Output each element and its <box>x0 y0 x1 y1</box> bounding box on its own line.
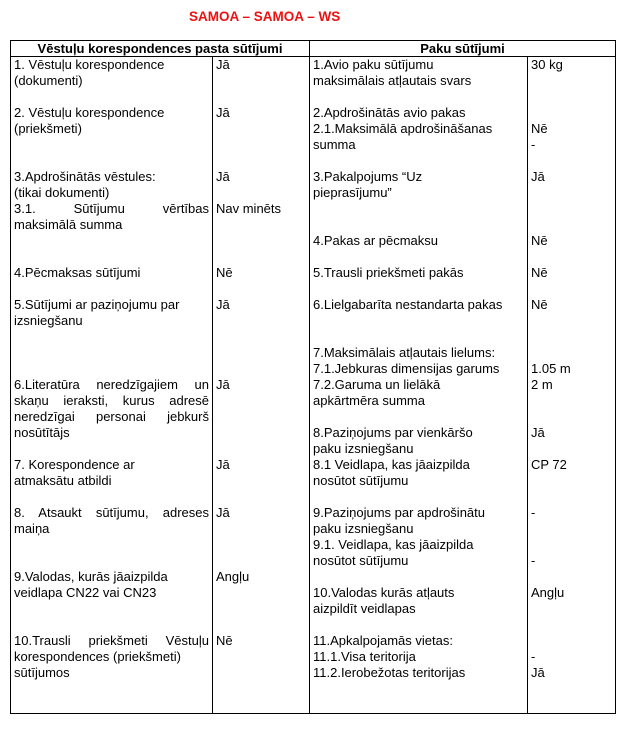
cell-line: Nē <box>216 265 233 280</box>
letter-item-cell <box>11 457 213 505</box>
cell-line <box>531 633 612 649</box>
letter-value-cell <box>213 153 310 265</box>
cell-line: Jā <box>216 457 230 472</box>
cell-line <box>14 441 209 457</box>
cell-line: 5.Sūtījumi ar paziņojumu par <box>14 297 180 312</box>
letter-item-cell <box>11 265 213 297</box>
cell-line: 30 kg <box>531 57 563 72</box>
cell-line: apkārtmēra summa <box>313 393 425 408</box>
parcel-item-cell <box>310 569 528 633</box>
cell-line: 11.1.Visa teritorija <box>313 649 416 664</box>
cell-line: 2. Vēstuļu korespondence <box>14 105 165 120</box>
cell-line <box>216 313 306 329</box>
cell-line: - <box>531 137 536 152</box>
cell-line <box>531 569 612 585</box>
cell-line: 7.2.Garuma un lielākā <box>313 377 441 392</box>
cell-line <box>531 249 612 265</box>
parcel-value-cell <box>528 57 616 90</box>
cell-line: nosūtot sūtījumu <box>313 553 409 568</box>
table-row <box>11 345 616 457</box>
cell-line: (tikai dokumenti) <box>14 185 110 200</box>
letter-item-cell <box>11 633 213 714</box>
cell-line <box>313 249 524 265</box>
cell-line <box>531 617 612 633</box>
cell-line <box>216 489 306 505</box>
letter-post-header: Vēstuļu korespondences pasta sūtījumi <box>11 41 310 57</box>
cell-line <box>216 153 306 169</box>
parcel-value-cell <box>528 569 616 633</box>
cell-line: Jā <box>216 377 230 392</box>
parcel-item-cell <box>310 633 528 714</box>
cell-line: aizpildīt veidlapas <box>313 601 416 616</box>
cell-line: Jā <box>216 505 230 520</box>
letter-value-cell <box>213 505 310 569</box>
cell-line <box>216 601 306 617</box>
cell-line <box>313 681 524 697</box>
letter-value-cell <box>213 633 310 714</box>
cell-line <box>531 409 612 425</box>
cell-line: (priekšmeti) <box>14 121 82 136</box>
cell-line <box>216 89 306 105</box>
letter-item-cell <box>11 297 213 345</box>
parcel-value-cell <box>528 265 616 297</box>
cell-line <box>216 441 306 457</box>
cell-line: neredzīgai personai jebkurš <box>14 409 209 424</box>
cell-line <box>313 153 524 169</box>
cell-line <box>216 409 306 425</box>
cell-line <box>313 489 524 505</box>
cell-line <box>313 409 524 425</box>
parcel-value-cell <box>528 153 616 265</box>
cell-line: - <box>531 649 536 664</box>
table-row <box>11 57 616 90</box>
parcel-item-cell <box>310 297 528 345</box>
cell-line: Nē <box>531 297 548 312</box>
cell-line: 9.Paziņojums par apdrošinātu <box>313 505 485 520</box>
parcel-value-cell <box>528 457 616 505</box>
cell-line: 3.1. Sūtījumu vērtības <box>14 201 209 216</box>
table-header-row <box>11 41 616 57</box>
cell-line: 3.Apdrošinātās vēstules: <box>14 169 156 184</box>
cell-line: pieprasījumu” <box>313 185 392 200</box>
cell-line: 9.Valodas, kurās jāaizpilda <box>14 569 168 584</box>
parcel-item-cell <box>310 505 528 569</box>
cell-line <box>14 345 209 361</box>
cell-line <box>14 697 209 713</box>
cell-line: maksimālā summa <box>14 217 123 232</box>
cell-line: nosūtītājs <box>14 425 70 440</box>
table-row <box>11 265 616 297</box>
table-row <box>11 457 616 505</box>
cell-line: paku izsniegšanu <box>313 441 414 456</box>
cell-line <box>531 153 612 169</box>
cell-line: atmaksātu atbildi <box>14 473 112 488</box>
cell-line <box>531 489 612 505</box>
cell-line <box>14 89 209 105</box>
cell-line: (dokumenti) <box>14 73 83 88</box>
cell-line <box>313 329 524 345</box>
parcel-item-cell <box>310 265 528 297</box>
cell-line <box>216 697 306 713</box>
cell-line <box>313 201 524 217</box>
cell-line <box>531 681 612 697</box>
letter-item-cell <box>11 153 213 265</box>
letter-item-cell <box>11 89 213 153</box>
cell-line <box>14 489 209 505</box>
cell-line <box>313 313 524 329</box>
cell-line <box>216 361 306 377</box>
cell-line <box>216 585 306 601</box>
cell-line <box>216 329 306 345</box>
cell-line <box>216 521 306 537</box>
cell-line <box>216 185 306 201</box>
cell-line <box>216 649 306 665</box>
cell-line: sūtījumos <box>14 665 70 680</box>
cell-line: summa <box>313 137 356 152</box>
cell-line <box>14 553 209 569</box>
cell-line: 8.1 Veidlapa, kas jāaizpilda <box>313 457 470 472</box>
cell-line <box>14 681 209 697</box>
cell-line: Jā <box>216 57 230 72</box>
services-table <box>10 40 616 714</box>
cell-line <box>216 233 306 249</box>
cell-line <box>216 217 306 233</box>
cell-line: CP 72 <box>531 457 567 472</box>
cell-line <box>531 329 612 345</box>
cell-line: korespondences (priekšmeti) <box>14 649 181 664</box>
parcel-value-cell <box>528 89 616 153</box>
cell-line <box>531 537 612 553</box>
cell-line: 4.Pēcmaksas sūtījumi <box>14 265 141 280</box>
cell-line <box>531 185 612 201</box>
cell-line <box>531 217 612 233</box>
table-row <box>11 505 616 569</box>
cell-line: 6.Lielgabarīta nestandarta pakas <box>313 297 503 312</box>
cell-line: Jā <box>216 169 230 184</box>
cell-line: 8.Paziņojums par vienkāršo <box>313 425 473 440</box>
table-row <box>11 569 616 633</box>
cell-line <box>216 665 306 681</box>
cell-line: Angļu <box>531 585 565 600</box>
cell-line: 7. Korespondence ar <box>14 457 135 472</box>
parcel-header: Paku sūtījumi <box>310 41 616 57</box>
cell-line: Jā <box>531 169 545 184</box>
cell-line: Nē <box>531 233 548 248</box>
parcel-item-cell <box>310 345 528 457</box>
cell-line <box>216 345 306 361</box>
cell-line: - <box>531 505 536 520</box>
cell-line <box>14 617 209 633</box>
cell-line: 11.2.Ierobežotas teritorijas <box>313 665 466 680</box>
cell-line <box>313 697 524 713</box>
cell-line <box>14 361 209 377</box>
parcel-item-cell <box>310 457 528 505</box>
cell-line: nosūtot sūtījumu <box>313 473 409 488</box>
cell-line <box>216 249 306 265</box>
cell-line <box>14 233 209 249</box>
cell-line <box>216 393 306 409</box>
cell-line <box>531 601 612 617</box>
cell-line: 10.Valodas kurās atļauts <box>313 585 455 600</box>
cell-line <box>14 281 209 297</box>
table-body <box>11 57 616 714</box>
cell-line: Nē <box>216 633 233 648</box>
cell-line: 8. Atsaukt sūtījumu, adreses <box>14 505 209 520</box>
cell-line <box>216 681 306 697</box>
parcel-item-cell <box>310 153 528 265</box>
cell-line <box>216 281 306 297</box>
letter-item-cell <box>11 57 213 90</box>
letter-value-cell <box>213 89 310 153</box>
letter-value-cell <box>213 345 310 457</box>
parcel-value-cell <box>528 345 616 457</box>
cell-line <box>531 281 612 297</box>
cell-line: izsniegšanu <box>14 313 83 328</box>
cell-line: veidlapa CN22 vai CN23 <box>14 585 157 600</box>
cell-line <box>216 473 306 489</box>
cell-line: maiņa <box>14 521 50 536</box>
cell-line <box>216 425 306 441</box>
parcel-item-cell <box>310 89 528 153</box>
cell-line: 10.Trausli priekšmeti Vēstuļu <box>14 633 209 648</box>
letter-value-cell <box>213 297 310 345</box>
cell-line <box>531 313 612 329</box>
parcel-item-cell <box>310 57 528 90</box>
cell-line: 7.1.Jebkuras dimensijas garums <box>313 361 500 376</box>
table-row <box>11 89 616 153</box>
cell-line <box>531 201 612 217</box>
letter-value-cell <box>213 457 310 505</box>
cell-line <box>313 89 524 105</box>
cell-line <box>14 329 209 345</box>
cell-line: Jā <box>216 297 230 312</box>
cell-line <box>14 537 209 553</box>
cell-line: Jā <box>531 425 545 440</box>
parcel-value-cell <box>528 297 616 345</box>
cell-line <box>313 217 524 233</box>
cell-line: - <box>531 553 536 568</box>
letter-value-cell <box>213 265 310 297</box>
cell-line <box>531 473 612 489</box>
cell-line: Jā <box>531 665 545 680</box>
cell-line: paku izsniegšanu <box>313 521 414 536</box>
cell-line <box>14 153 209 169</box>
table-row <box>11 153 616 265</box>
cell-line <box>313 617 524 633</box>
cell-line <box>313 281 524 297</box>
cell-line <box>216 553 306 569</box>
cell-line: Nav minēts <box>216 201 282 216</box>
cell-line: 7.Maksimālais atļautais lielums: <box>313 345 496 360</box>
cell-line: 6.Literatūra neredzīgajiem un <box>14 377 209 392</box>
letter-value-cell <box>213 569 310 633</box>
cell-line <box>14 249 209 265</box>
cell-line: 2 m <box>531 377 553 392</box>
cell-line <box>14 601 209 617</box>
letter-value-cell <box>213 57 310 90</box>
cell-line <box>531 697 612 713</box>
cell-line: 1.05 m <box>531 361 571 376</box>
table-row <box>11 297 616 345</box>
cell-line: 2.1.Maksimālā apdrošināšanas <box>313 121 493 136</box>
cell-line: Nē <box>531 121 548 136</box>
cell-line: Angļu <box>216 569 250 584</box>
parcel-value-cell <box>528 633 616 714</box>
cell-line <box>216 537 306 553</box>
cell-line <box>531 393 612 409</box>
cell-line: 1.Avio paku sūtījumu <box>313 57 434 72</box>
cell-line: 3.Pakalpojums “Uz <box>313 169 423 184</box>
cell-line <box>531 89 612 105</box>
cell-line <box>531 345 612 361</box>
letter-item-cell <box>11 505 213 569</box>
cell-line <box>313 569 524 585</box>
table-row <box>11 633 616 714</box>
cell-line: 4.Pakas ar pēcmaksu <box>313 233 439 248</box>
cell-line: 2.Apdrošinātās avio pakas <box>313 105 466 120</box>
cell-line <box>531 105 612 121</box>
cell-line: Nē <box>531 265 548 280</box>
cell-line: 1. Vēstuļu korespondence <box>14 57 165 72</box>
cell-line: 11.Apkalpojamās vietas: <box>313 633 453 648</box>
parcel-value-cell <box>528 505 616 569</box>
cell-line: skaņu ieraksti, kurus adresē <box>14 393 209 408</box>
document-title: SAMOA – SAMOA – WS <box>189 9 341 24</box>
cell-line: maksimālais atļautais svars <box>313 73 472 88</box>
cell-line: Jā <box>216 105 230 120</box>
letter-item-cell <box>11 569 213 633</box>
letter-item-cell <box>11 345 213 457</box>
cell-line: 9.1. Veidlapa, kas jāaizpilda <box>313 537 474 552</box>
cell-line <box>216 617 306 633</box>
cell-line <box>531 441 612 457</box>
cell-line <box>531 521 612 537</box>
cell-line: 5.Trausli priekšmeti pakās <box>313 265 464 280</box>
